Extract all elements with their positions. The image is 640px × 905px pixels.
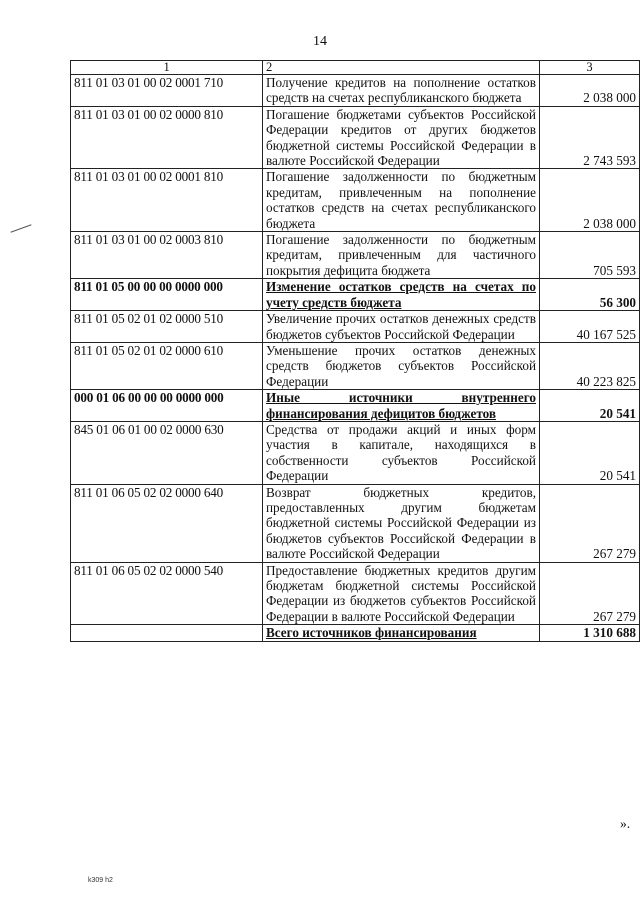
amount-cell: 267 279	[540, 562, 640, 625]
table-row	[71, 311, 640, 343]
table-row	[71, 279, 640, 311]
closing-quote: ».	[620, 816, 631, 831]
budget-code-cell: 811 01 05 02 01 02 0000 610	[71, 342, 263, 389]
amount-cell: 20 541	[540, 390, 640, 422]
budget-code-cell: 845 01 06 01 00 02 0000 630	[71, 421, 263, 484]
table-row	[71, 390, 640, 422]
financing-sources-table	[70, 60, 640, 642]
table-row	[71, 625, 640, 641]
description-cell: Предоставление бюджетных кредитов другим бюджетам бюджетной системы Российской Федерации из бюджетов субъектов Российской Федерации в валюте Российской Федерации	[263, 562, 540, 625]
budget-code-cell: 811 01 03 01 00 02 0001 710	[71, 75, 263, 107]
amount-cell: 40 167 525	[540, 311, 640, 343]
description-cell: Изменение остатков средств на счетах по учету средств бюджета	[263, 279, 540, 311]
amount-cell: 2 038 000	[540, 75, 640, 107]
budget-code-cell: 000 01 06 00 00 00 0000 000	[71, 390, 263, 422]
table-row	[71, 169, 640, 232]
budget-code-cell: 811 01 05 02 01 02 0000 510	[71, 311, 263, 343]
description-cell: Всего источников финансирования	[263, 625, 540, 641]
budget-code-cell: 811 01 03 01 00 02 0001 810	[71, 169, 263, 232]
description-cell: Погашение задолженности по бюджетным кредитам, привлеченным для частичного покрытия дефицита бюджета	[263, 232, 540, 279]
table-row	[71, 484, 640, 562]
column-header-1: 1	[71, 61, 263, 75]
amount-cell: 20 541	[540, 421, 640, 484]
page-number: 14	[313, 34, 327, 49]
budget-code-cell: 811 01 06 05 02 02 0000 540	[71, 562, 263, 625]
table-row	[71, 342, 640, 389]
amount-cell: 56 300	[540, 279, 640, 311]
amount-cell: 705 593	[540, 232, 640, 279]
table-row	[71, 232, 640, 279]
amount-cell: 2 743 593	[540, 106, 640, 169]
description-cell: Возврат бюджетных кредитов, предоставленных другим бюджетам бюджетной системы Российской Федерации из бюджетов субъектов Российской Федерации в валюте Российской Федерации	[263, 484, 540, 562]
description-cell: Иные источники внутреннего финансирования дефицитов бюджетов	[263, 390, 540, 422]
column-header-3: 3	[540, 61, 640, 75]
amount-cell: 1 310 688	[540, 625, 640, 641]
description-cell: Уменьшение прочих остатков денежных средств бюджетов субъектов Российской Федерации	[263, 342, 540, 389]
budget-code-cell: 811 01 03 01 00 02 0003 810	[71, 232, 263, 279]
description-cell: Получение кредитов на пополнение остатков средств на счетах республиканского бюджета	[263, 75, 540, 107]
budget-code-cell: 811 01 03 01 00 02 0000 810	[71, 106, 263, 169]
table-row	[71, 562, 640, 625]
margin-pen-mark	[10, 224, 31, 232]
description-cell: Увеличение прочих остатков денежных средств бюджетов субъектов Российской Федерации	[263, 311, 540, 343]
budget-code-cell: 811 01 05 00 00 00 0000 000	[71, 279, 263, 311]
budget-code-cell: 811 01 06 05 02 02 0000 640	[71, 484, 263, 562]
description-cell: Погашение задолженности по бюджетным кредитам, привлеченным на пополнение остатков средств на счетах республиканского бюджета	[263, 169, 540, 232]
table-row	[71, 75, 640, 107]
footer-code: k309 h2	[88, 877, 113, 884]
budget-code-cell	[71, 625, 263, 641]
table-header-row	[71, 61, 640, 75]
table-row	[71, 421, 640, 484]
column-header-2: 2	[263, 61, 540, 75]
description-cell: Погашение бюджетами субъектов Российской Федерации кредитов от других бюджетов бюджетной системы Российской Федерации в валюте Российской Федерации	[263, 106, 540, 169]
amount-cell: 40 223 825	[540, 342, 640, 389]
description-cell: Средства от продажи акций и иных форм участия в капитале, находящихся в собственности субъектов Российской Федерации	[263, 421, 540, 484]
table-row	[71, 106, 640, 169]
amount-cell: 2 038 000	[540, 169, 640, 232]
amount-cell: 267 279	[540, 484, 640, 562]
